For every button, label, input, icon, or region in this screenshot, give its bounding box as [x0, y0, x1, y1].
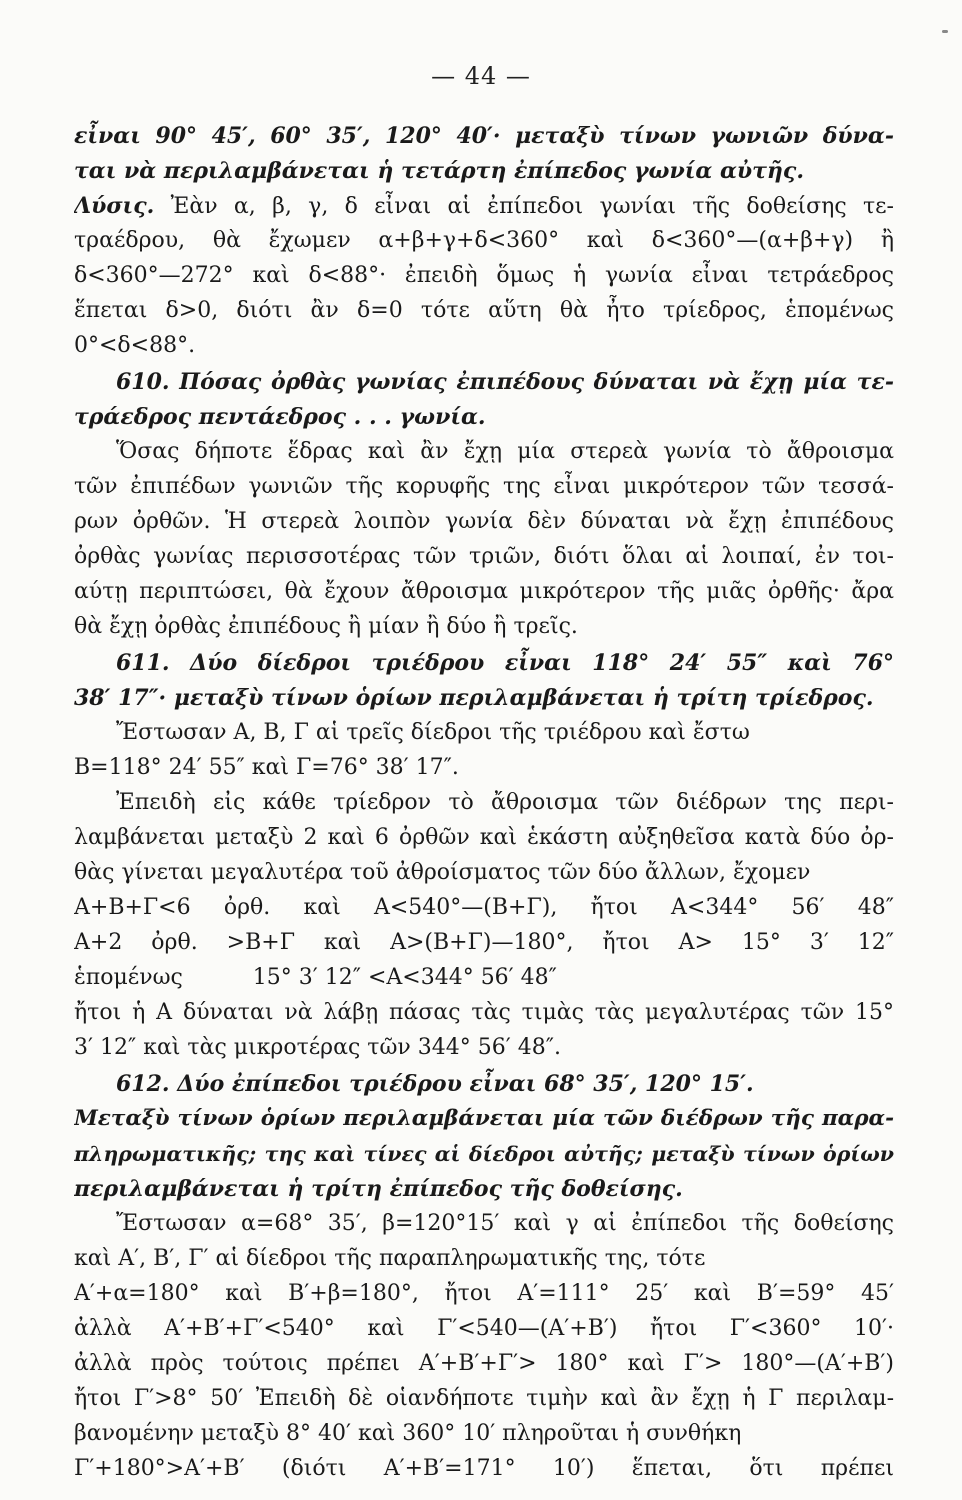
- text-line: δ<360°—272° καὶ δ<88°· ἐπειδὴ ὅμως ἡ γωνία εἶναι τετράεδρος: [74, 263, 894, 288]
- text-line: Ἐπειδὴ εἰς κάθε τρίεδρον τὸ ἄθροισμα τῶν διέδρων της περι-: [116, 790, 894, 815]
- text-line-rest: Ἐὰν α, β, γ, δ εἶναι αἱ ἐπίπεδοι γωνίαι τῆς δοθείσης τε-: [154, 194, 894, 219]
- text-line: τῶν ἐπιπέδων γωνιῶν τῆς κορυφῆς της εἶναι μικρότερον τῶν τεσσά-: [74, 474, 894, 499]
- ink-speck: [942, 30, 948, 33]
- text-line: ἀλλὰ πρὸς τούτοις πρέπει Α′+Β′+Γ′> 180° καὶ Γ′> 180°—(Α′+Β′): [74, 1351, 894, 1376]
- text-line: βανομένην μεταξὺ 8° 40′ καὶ 360° 10′ πληροῦται ἡ συνθήκη: [74, 1421, 742, 1446]
- text-line: Γ′+180°>Α′+Β′ (διότι Α′+Β′=171° 10′) ἕπεται, ὅτι πρέπει: [74, 1456, 894, 1481]
- text-line: εἶναι 90° 45′, 60° 35′, 120° 40′· μεταξὺ τίνων γωνιῶν δύνα-: [74, 123, 894, 149]
- text-line: Α′+α=180° καὶ Β′+β=180°, ἤτοι Α′=111° 25′ καὶ Β′=59° 45′: [74, 1281, 894, 1306]
- text-line: ἤτοι Γ′>8° 50′ Ἐπειδὴ δὲ οἱανδήποτε τιμὴν καὶ ἂν ἔχῃ ἡ Γ περιλαμ-: [74, 1386, 894, 1411]
- text-line: Ἔστωσαν α=68° 35′, β=120°15′ καὶ γ αἱ ἐπίπεδοι τῆς δοθείσης: [116, 1211, 894, 1236]
- solution-label: Λύσις.: [74, 193, 155, 219]
- text-line: [74, 190, 894, 223]
- text-line: 0°<δ<88°.: [74, 333, 196, 358]
- text-line: Μεταξὺ τίνων ὁρίων περιλαμβάνεται μία τῶν διέδρων τῆς παρα-: [74, 1106, 894, 1131]
- text-line: Β=118° 24′ 55″ καὶ Γ=76° 38′ 17″.: [74, 755, 459, 780]
- text-line: πληρωματικῆς; της καὶ τίνες αἱ δίεδροι αὐτῆς; μεταξὺ τίνων ὁρίων: [74, 1142, 894, 1166]
- text-line: ἑπομένως 15° 3′ 12″ <Α<344° 56′ 48″: [74, 965, 557, 990]
- page-number: — 44 —: [431, 62, 531, 90]
- text-line: 38′ 17″· μεταξὺ τίνων ὁρίων περιλαμβάνεται ἡ τρίτη τρίεδρος.: [74, 685, 874, 711]
- text-line: καὶ Α′, Β′, Γ′ αἱ δίεδροι τῆς παραπληρωματικῆς της, τότε: [74, 1246, 706, 1271]
- text-line: ὀρθὰς γωνίας περισσοτέρας τῶν τριῶν, διότι ὅλαι αἱ λοιπαί, ἐν τοι-: [74, 544, 894, 569]
- text-line: Α+2 ὀρθ. >Β+Γ καὶ Α>(Β+Γ)—180°, ἤτοι Α> 15° 3′ 12″: [74, 930, 894, 955]
- text-line: ται νὰ περιλαμβάνεται ἡ τετάρτη ἐπίπεδος γωνία αὐτῆς.: [74, 158, 804, 184]
- text-line: αύτῃ περιπτώσει, θὰ ἔχουν ἄθροισμα μικρότερον τῆς μιᾶς ὀρθῆς· ἄρα: [74, 579, 894, 604]
- text-line: ἀλλὰ Α′+Β′+Γ′<540° καὶ Γ′<540—(Α′+Β′) ἤτοι Γ′<360° 10′·: [74, 1316, 894, 1341]
- text-line: Α+Β+Γ<6 ὀρθ. καὶ Α<540°—(Β+Γ), ἤτοι Α<344° 56′ 48″: [74, 895, 894, 920]
- text-line: περιλαμβάνεται ἡ τρίτη ἐπίπεδος τῆς δοθείσης.: [74, 1176, 683, 1202]
- text-line: 3′ 12″ καὶ τὰς μικροτέρας τῶν 344° 56′ 48″.: [74, 1035, 561, 1060]
- text-line: τράεδρος πεντάεδρος . . . γωνία.: [74, 404, 486, 430]
- text-line: λαμβάνεται μεταξὺ 2 καὶ 6 ὀρθῶν καὶ ἑκάστη αὐξηθεῖσα κατὰ δύο ὀρ-: [74, 825, 894, 850]
- text-line: Ἔστωσαν Α, Β, Γ αἱ τρεῖς δίεδροι τῆς τριέδρου καὶ ἔστω: [116, 720, 750, 745]
- text-line: Ὅσας δήποτε ἕδρας καὶ ἂν ἔχῃ μία στερεὰ γωνία τὸ ἄθροισμα: [116, 439, 894, 464]
- problem-heading-611: 611. Δύο δίεδροι τριέδρου εἶναι 118° 24′ 55″ καὶ 76°: [116, 650, 894, 676]
- text-line: τραέδρου, θὰ ἔχωμεν α+β+γ+δ<360° καὶ δ<360°—(α+β+γ) ἢ: [74, 228, 894, 253]
- text-line: θὰς γίνεται μεγαλυτέρα τοῦ ἀθροίσματος τῶν δύο ἄλλων, ἔχομεν: [74, 860, 811, 885]
- problem-heading-612: 612. Δύο ἐπίπεδοι τριέδρου εἶναι 68° 35′, 120° 15′.: [116, 1071, 754, 1097]
- text-line: ρων ὀρθῶν. Ἡ στερεὰ λοιπὸν γωνία δὲν δύναται νὰ ἔχῃ ἐπιπέδους: [74, 509, 894, 534]
- text-line: θὰ ἔχῃ ὀρθὰς ἐπιπέδους ἢ μίαν ἢ δύο ἢ τρεῖς.: [74, 614, 578, 639]
- text-line: ἤτοι ἡ Α δύναται νὰ λάβῃ πάσας τὰς τιμὰς τὰς μεγαλυτέρας τῶν 15°: [74, 1000, 894, 1025]
- problem-heading-610: 610. Πόσας ὀρθὰς γωνίας ἐπιπέδους δύναται νὰ ἔχῃ μία τε-: [116, 369, 894, 395]
- text-line: ἕπεται δ>0, διότι ἂν δ=0 τότε αὕτη θὰ ἦτο τρίεδρος, ἑπομένως: [74, 298, 894, 323]
